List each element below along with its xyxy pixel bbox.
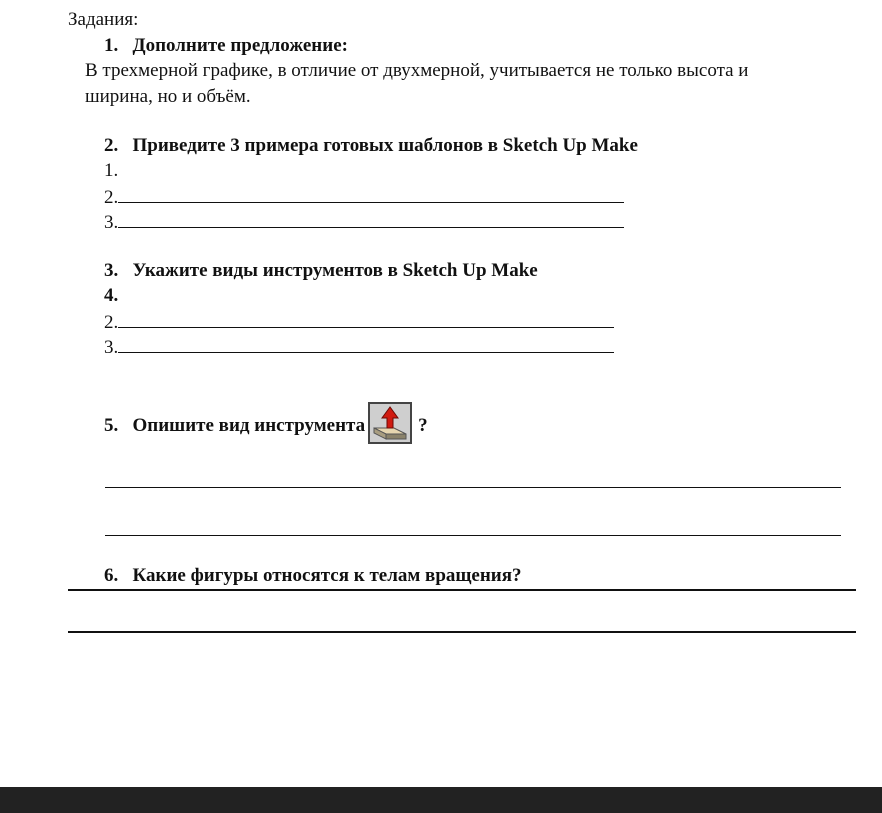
task-5-suffix: ? — [418, 415, 428, 436]
task-2-answer-2 — [104, 184, 624, 210]
task-2-answer-1 — [104, 159, 118, 183]
answer-number: 2. — [104, 187, 119, 208]
task-2-label: Приведите 3 примера готовых шаблонов в Sketch Up Make — [132, 135, 638, 156]
answer-number: 1. — [104, 160, 119, 181]
task-1-text-line2: ширина, но и объём. — [85, 86, 251, 107]
task-3-answer-2 — [104, 309, 614, 335]
answer-number: 3. — [104, 337, 119, 358]
task-6-number: 6. — [104, 565, 119, 586]
answer-blank-line[interactable] — [118, 309, 614, 328]
task-5-title — [104, 405, 428, 448]
answer-blank-line[interactable] — [118, 334, 614, 353]
task-3-answer-1: 4. — [104, 285, 119, 306]
task-3-number: 3. — [104, 260, 119, 281]
task-6-label: Какие фигуры относятся к телам вращения? — [132, 565, 522, 586]
answer-number: 3. — [104, 212, 119, 233]
task-1-label: Дополните предложение: — [132, 35, 348, 56]
task-2-number: 2. — [104, 135, 119, 156]
task-1-title — [104, 34, 348, 58]
push-pull-tool-icon — [368, 402, 412, 444]
answer-blank-line[interactable] — [118, 209, 624, 228]
task-3-label: Укажите виды инструментов в Sketch Up Make — [132, 260, 538, 281]
answer-blank-line[interactable] — [118, 184, 624, 203]
answer-line[interactable] — [68, 589, 856, 591]
page-heading: Задания: — [68, 9, 139, 30]
answer-line[interactable] — [68, 631, 856, 633]
task-1-text-line1: В трехмерной графике, в отличие от двухмерной, учитывается не только высота и — [85, 60, 749, 81]
task-3-answer-3 — [104, 334, 614, 360]
task-2-title — [104, 134, 638, 158]
task-1-number: 1. — [104, 35, 119, 56]
answer-number: 2. — [104, 312, 119, 333]
task-5-label: Опишите вид инструмента — [132, 415, 366, 436]
task-3-title — [104, 259, 538, 283]
answer-line[interactable] — [105, 487, 841, 488]
task-2-answer-3 — [104, 209, 624, 235]
answer-line[interactable] — [105, 535, 841, 536]
task-6-title — [104, 564, 522, 588]
task-5-number: 5. — [104, 415, 119, 436]
bottom-bar — [0, 787, 882, 813]
